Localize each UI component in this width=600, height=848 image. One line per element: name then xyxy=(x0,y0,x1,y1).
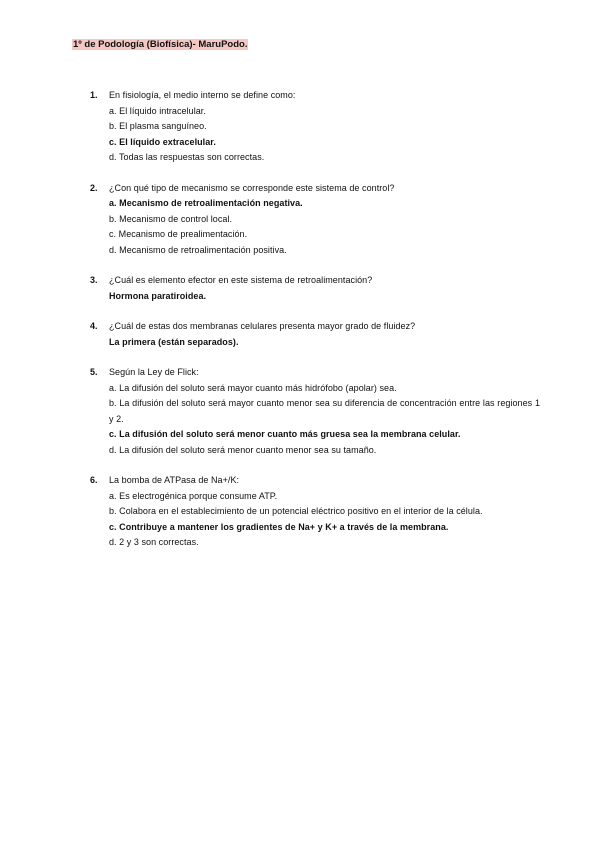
answer-text: Hormona paratiroidea. xyxy=(109,290,207,301)
option-d: d. 2 y 3 son correctas. xyxy=(109,537,199,547)
answer-text: La primera (están separados). xyxy=(109,336,239,347)
question-2 xyxy=(90,181,540,259)
option-b: b. El plasma sanguíneo. xyxy=(109,121,207,131)
option-c-correct: c. La difusión del soluto será menor cuanto más gruesa sea la membrana celular. xyxy=(109,429,461,439)
option-c: c. Mecanismo de prealimentación. xyxy=(109,229,248,239)
question-text: La bomba de ATPasa de Na+/K: xyxy=(109,475,240,485)
question-text: ¿Cuál es elemento efector en este sistema de retroalimentación? xyxy=(109,275,373,285)
question-number: 2. xyxy=(90,182,98,193)
question-6 xyxy=(90,473,540,551)
option-a-correct: a. Mecanismo de retroalimentación negativa. xyxy=(109,198,303,208)
question-3 xyxy=(90,273,540,304)
option-c-correct: c. Contribuye a mantener los gradientes de Na+ y K+ a través de la membrana. xyxy=(109,521,449,532)
option-a: a. La difusión del soluto será mayor cuanto más hidrófobo (apolar) sea. xyxy=(109,382,397,393)
option-d: d. Todas las respuestas son correctas. xyxy=(109,152,265,162)
document-title: 1º de Podología (Biofísica)- MaruPodo. xyxy=(73,39,248,50)
question-text: ¿Con qué tipo de mecanismo se corresponde este sistema de control? xyxy=(109,182,395,193)
option-list xyxy=(109,381,540,459)
question-number: 5. xyxy=(90,367,98,377)
question-4 xyxy=(90,319,540,350)
option-a: a. Es electrogénica porque consume ATP. xyxy=(109,490,278,501)
option-list xyxy=(109,196,540,258)
option-a: a. El líquido intracelular. xyxy=(109,105,206,116)
option-d: d. La difusión del soluto será menor cuanto menor sea su tamaño. xyxy=(109,444,377,455)
question-5 xyxy=(90,365,540,458)
option-b: b. Colabora en el establecimiento de un potencial eléctrico positivo en el interior de la célula. xyxy=(109,506,483,516)
question-number: 4. xyxy=(90,321,98,331)
option-d: d. Mecanismo de retroalimentación positiva. xyxy=(109,244,287,255)
question-number: 6. xyxy=(90,475,98,485)
question-number: 3. xyxy=(90,275,98,285)
question-text: En fisiología, el medio interno se define como: xyxy=(109,90,296,100)
option-b: b. La difusión del soluto será mayor cuanto menor sea su diferencia de concentración entre las regiones 1 y 2. xyxy=(109,398,540,424)
option-b: b. Mecanismo de control local. xyxy=(109,213,233,224)
question-text: ¿Cuál de estas dos membranas celulares presenta mayor grado de fluidez? xyxy=(109,321,416,331)
question-1 xyxy=(90,88,540,166)
question-number: 1. xyxy=(90,90,98,100)
document-header xyxy=(72,38,248,51)
question-text: Según la Ley de Flick: xyxy=(109,367,199,377)
option-list xyxy=(109,489,540,551)
option-list xyxy=(109,104,540,166)
question-list xyxy=(90,88,540,566)
option-c-correct: c. El líquido extracelular. xyxy=(109,136,216,147)
